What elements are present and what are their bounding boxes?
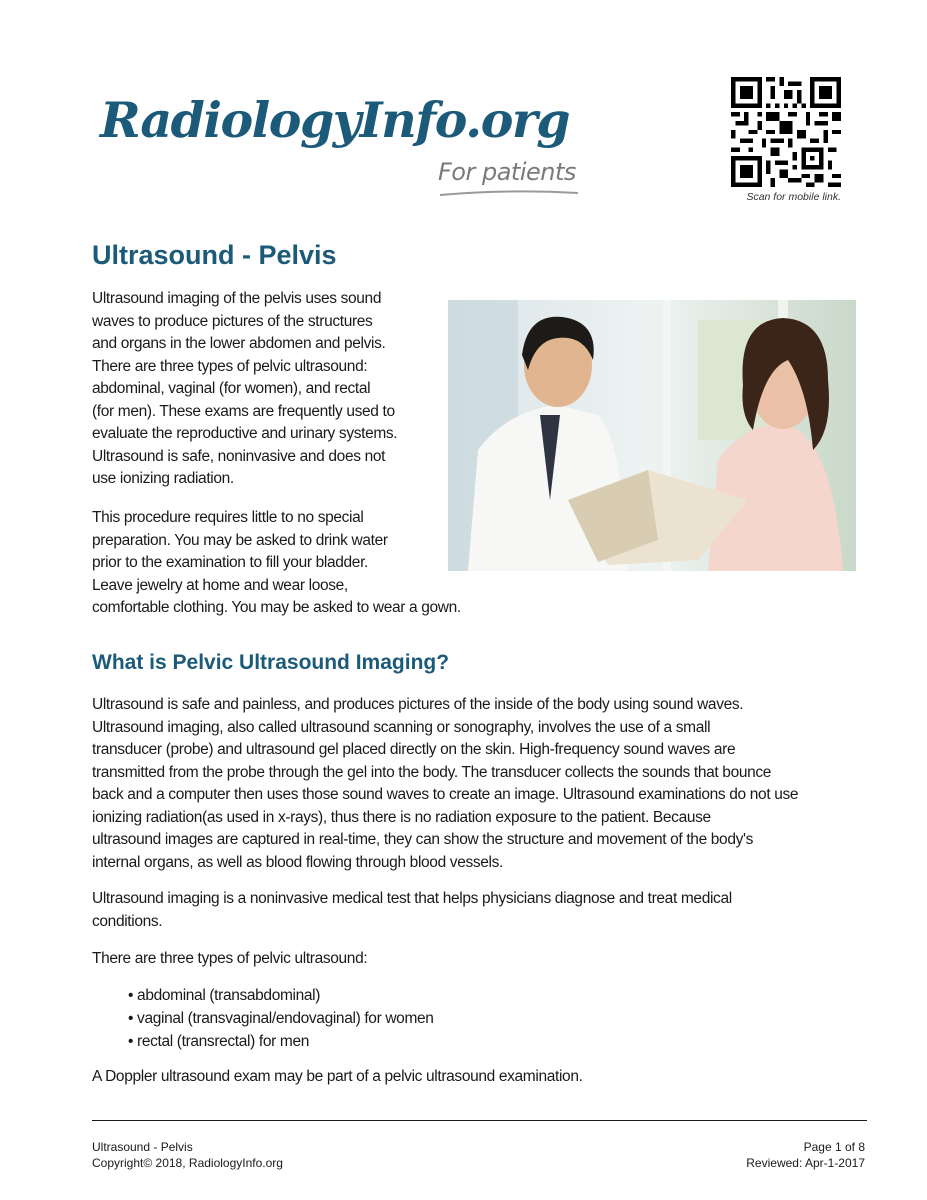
intro-p2-line: This procedure requires little to no special: [92, 509, 364, 526]
section-paragraph-1: [92, 694, 798, 874]
intro-p1-line: and organs in the lower abdomen and pelvis.: [92, 335, 386, 352]
section-p1-line: ionizing radiation(as used in x-rays), thus there is no radiation exposure to the patient. Because: [92, 808, 711, 826]
intro-p2-line: prior to the examination to fill your bladder.: [92, 554, 368, 571]
intro-p2-line: comfortable clothing. You may be asked to wear a gown.: [92, 599, 461, 616]
intro-p1-line: abdominal, vaginal (for women), and rectal: [92, 380, 371, 397]
radiologyinfo-logo: [100, 91, 600, 206]
section-p1-line: transmitted from the probe through the gel into the body. The transducer collects the sounds that bounce: [92, 763, 772, 781]
section-p1-line: Ultrasound imaging, also called ultrasound scanning or sonography, involves the use of a small: [92, 718, 711, 736]
page-title: Ultrasound - Pelvis: [92, 240, 337, 270]
intro-p1-line: waves to produce pictures of the structures: [92, 312, 373, 330]
section-p1-line: internal organs, as well as blood flowing through blood vessels.: [92, 853, 503, 871]
intro-p2-line: Leave jewelry at home and wear loose,: [92, 576, 348, 594]
intro-p1-line: (for men). These exams are frequently used to: [92, 402, 395, 420]
footer-doc-title: Ultrasound - Pelvis: [92, 1140, 193, 1154]
footer-copyright: Copyright© 2018, RadiologyInfo.org: [92, 1156, 283, 1170]
qr-caption: Scan for mobile link.: [746, 191, 841, 203]
intro-p1-line: evaluate the reproductive and urinary systems.: [92, 425, 398, 442]
section-p1-line: back and a computer then uses those sound waves to create an image. Ultrasound examinations do not use: [92, 786, 799, 803]
intro-p1-line: There are three types of pelvic ultrasound:: [92, 357, 368, 375]
doctor-patient-photo: [448, 300, 856, 571]
list-item: • vaginal (transvaginal/endovaginal) for women: [128, 1007, 434, 1030]
logo-wordmark: RadiologyInfo.org: [100, 91, 569, 149]
section-p2-line: Ultrasound imaging is a noninvasive medical test that helps physicians diagnose and treat medical: [92, 890, 732, 907]
footer-left: [92, 1139, 283, 1171]
intro-p1-line: use ionizing radiation.: [92, 470, 234, 487]
section-paragraph-2: [92, 888, 732, 933]
intro-p1-line: Ultrasound imaging of the pelvis uses sound: [92, 290, 382, 307]
section-heading: What is Pelvic Ultrasound Imaging?: [92, 651, 450, 674]
section-p2-line: conditions.: [92, 912, 163, 930]
logo-swoosh-icon: [438, 188, 580, 198]
intro-p2-line: preparation. You may be asked to drink water: [92, 531, 388, 549]
intro-paragraph-2: [92, 507, 461, 620]
footer-right: [746, 1139, 865, 1171]
section-p1-line: ultrasound images are captured in real-time, they can show the structure and movement of the body's: [92, 831, 754, 848]
footer-page-number: Page 1 of 8: [803, 1140, 865, 1154]
list-item: • rectal (transrectal) for men: [128, 1030, 434, 1053]
footer-divider: [92, 1120, 867, 1121]
section-paragraph-3: There are three types of pelvic ultrasound:: [92, 950, 368, 967]
list-item: • abdominal (transabdominal): [128, 984, 434, 1007]
ultrasound-types-list: [128, 984, 434, 1053]
qr-code-icon[interactable]: [731, 77, 841, 187]
logo-tagline: For patients: [438, 158, 576, 186]
section-p1-line: transducer (probe) and ultrasound gel placed directly on the skin. High-frequency sound waves are: [92, 741, 736, 758]
intro-p1-line: Ultrasound is safe, noninvasive and does not: [92, 447, 386, 465]
section-paragraph-4: A Doppler ultrasound exam may be part of a pelvic ultrasound examination.: [92, 1068, 583, 1085]
section-p1-line: Ultrasound is safe and painless, and produces pictures of the inside of the body using sound waves.: [92, 696, 744, 713]
intro-paragraph-1: [92, 288, 397, 491]
footer-reviewed-date: Reviewed: Apr-1-2017: [746, 1156, 865, 1170]
